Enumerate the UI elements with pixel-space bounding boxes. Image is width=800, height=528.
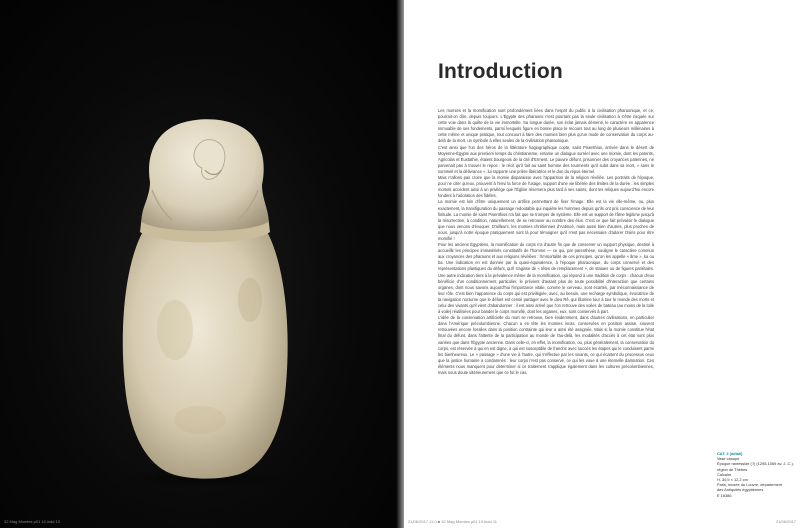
page-title: Introduction (438, 60, 563, 83)
right-page-footer: 21/06/2017 11:0 ■ 32 Mag Momies p01 10.indd 11 (408, 519, 497, 524)
paragraph: C'est ainsi que l'un des héros de la littérature hagiographique copte, saint Pisenthios, arrivée dans le désert de Moyenne-Égypte aux premiers temps du christianisme, entame un dialogue surréel avec une momie, dont les parents, Agricolas et Eustathie, étaient bourgeois de la cité d'Erment. Le pauvre défunt, prisonnier des croyances païennes, ne parvenait pas à trouver le repos : le récit qu'il fait au saint homme des tourments qu'il subit dans sa mort, « sans le sommeil et la délivrance », lui rapporte une prière libératrice et le don du repos éternel. (438, 144, 654, 174)
image-caption (717, 451, 797, 498)
paragraph: L'idée de la conservation artificielle du mort se retrouve, bien évidemment, dans d'autres civilisations, en particulier dans l'Amérique précolombienne. Chacun a en tête les momies incas, conservées en position assise, souvent retrouvées encore fossiles dans la position contrainte qui leur a ainsi été assignée. Mais si la momie constitue l'état final du défunt, dans l'attente de la participation au monde de l'au-delà, les modalités d'accès à cet état sont plus variées que dans l'Égypte ancienne. Dans celle-ci, en effet, la momification, ou, plus généralement, la conservation du corps, est réservée à qui en est digne, à qui est susceptible de franchir avec succès les étapes qui le conduisent parmi les bienheureux. Le « passage » d'une vie à l'autre, qui s'effectue par les vivants, ce qui écartent du processus ceux que la justice humaine a condamnés : leur corps n'est pas conservé, ce qui les voue à une éternelle damnation. Ces éléments nous manquent pour déterminer si ce traitement s'applique également dans les cultures précolombiennes, mais nous doute ultérieurement que ce fut le cas. (438, 315, 654, 376)
caption-line: E 16386 (717, 492, 732, 498)
paragraph: Les momies et la momification sont profondément liées dans l'esprit du public à la civilisation pharaonique, et ce, pourrait-on dire, depuis toujours. L'Égypte des pharaons n'est pourtant pas la seule civilisation à s'être risquée sur cette voie dans la quête de la vie immortelle. Sa longue durée, son éclat jamais démenti, le caractère en apparence immuable de ses fondements, parmi lesquels figure en bonne place le recours tout au long de plusieurs millénaires à cette même et unique pratique, tout concourt à faire des momies bien plus qu'un mode de conservation du corps au-delà de la mort, un symbole à elles seules de la civilisation pharaonique. (438, 108, 654, 144)
right-page-footer-date: 21/06/2017 (775, 519, 796, 524)
left-page-footer: 32 Mag Momies p01 10.indd 10 (4, 519, 61, 524)
paragraph: La momie est loin d'être uniquement un artifice permettant de fixer l'image. Elle est la vie elle-même, ou, plus exactement, la transfiguration du passage redoutable qui inquiète les hommes depuis qu'ils ont pris conscience de leur finitude. La momie de saint Pisenthios n'a fait que se tromper de système. Elle est un support de l'âme légitime jusqu'à la résurrection, à condition, naturellement, de se retrouver au nombre des élus. C'est ce que fait prévaloir le dialogue que nous venons d'évoquer. D'ailleurs, les momies chrétiennes d'Antinoé, mais aussi bien d'autres, plus proches de nous, jusqu'à notre époque pratiquement sont là pour témoigner qu'il n'est pas nécessaire d'adorer Osiris pour être momifié ! (438, 199, 654, 241)
paragraph: Mais n'allons pas croire que la momie disparaisse avec l'apparition de la religion révélée. Les portraits de l'époque, pour ne citer qu'eux, prouvent à l'envi la force de l'usage, support d'une vie libérée des limites de la durée : les simples mortels accèdent ainsi à un privilège que l'Église réservera plus tard à ses saints, dont les reliques aujourd'hui encore fondent à l'adoration des fidèles. (438, 175, 654, 199)
caption-line: des Antiquités égyptiennes (717, 487, 764, 493)
caption-line: Vase canope (717, 456, 740, 462)
right-page (404, 0, 800, 528)
paragraph: Pour les anciens Égyptiens, la momification du corps n'a d'autre fin que de conserver un support physique, destiné à accueillir les principes immatériels constitutifs de l'homme — ce qui, par parenthèse, souligne le caractère commun aux croyances des pharaons et aux religions révélées : l'immortalité de ces principes, qu'on les appelle « âme », ka ou ba. Une indication en est donnée par la quasi-équivalence, à l'époque pharaonique, du corps conservé et des représentations plastiques du défunt, qu'il s'agisse de « têtes de remplacement », de statues ou de figures pariétales. Une autre indication tient à la prévalence même de la momification, qui répond à une tradition de corps : chacun d'eux bénéficie d'un conditionnement particulier, le prévient d'autant plus de toute possibilité d'interaction que certains organes, dont nous savons aujourd'hui l'importance vitale, comme le cerveau, sont écartés, par méconnaissance de leur rôle. C'est bien l'apparence du corps qui est privilégiée, avec, au besoin, une recharge symbolique, évocatrice de la navigation nocturne que le défunt est censé partager avec le dieu Rê, qui illumine tour à tour le monde des morts et celui des vivants qu'il vient d'abandonner : il est ainsi arrivé que l'on retrouve des voiles de bateau (au moins de la toile à voile) réutilisées pour bander le corps momifié, dont les organes, eux, sont conservés à part. (438, 242, 654, 315)
caption-line: Époque ramesside (?) (1295-1069 av. J.-C.), (717, 461, 794, 467)
caption-line: région de Thèbes (717, 466, 748, 472)
caption-line: Calcaire (717, 471, 732, 477)
caption-line: H. 30,5 × 12,2 cm (717, 477, 748, 483)
caption-line: Paris, musée du Louvre, département (717, 482, 783, 488)
body-text (438, 108, 654, 506)
caption-label: CAT. 2 (détail) (717, 451, 743, 456)
